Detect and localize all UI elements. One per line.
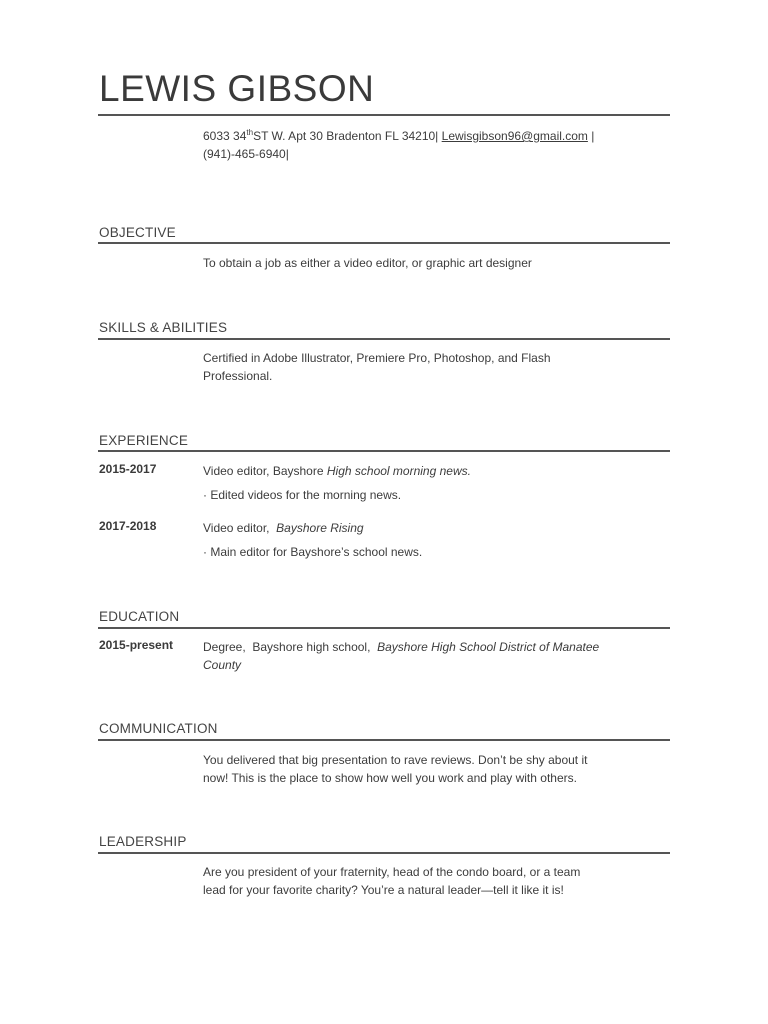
education-district-county: County <box>203 658 242 672</box>
job-1-title <box>203 462 633 480</box>
education-dates: 2015-present <box>99 638 174 652</box>
communication-heading: COMMUNICATION <box>99 721 218 736</box>
job-1-bullet: · Edited videos for the morning news. <box>203 488 402 502</box>
address-rest: ST W. Apt 30 Bradenton FL 34210| <box>253 129 439 143</box>
skills-text <box>203 349 633 385</box>
job-2-title <box>203 519 633 537</box>
education-heading: EDUCATION <box>99 609 180 624</box>
communication-line-2: now! This is the place to show how well you work and play with others. <box>203 771 577 785</box>
communication-text <box>203 751 633 787</box>
phone-number: (941)-465-6940| <box>203 147 289 161</box>
leadership-line-1: Are you president of your fraternity, head of the condo board, or a team <box>203 865 581 879</box>
contact-info <box>203 124 643 163</box>
skills-line-1: Certified in Adobe Illustrator, Premiere Pro, Photoshop, and Flash <box>203 351 551 365</box>
experience-heading: EXPERIENCE <box>99 433 189 448</box>
header-divider <box>98 114 670 116</box>
email-link[interactable]: Lewisgibson96@gmail.com <box>441 129 588 143</box>
leadership-divider <box>98 852 670 854</box>
skills-divider <box>98 338 670 340</box>
job-2-role: Video editor, <box>203 521 277 535</box>
education-district: Bayshore High School District of Manatee <box>377 640 600 654</box>
job-1-dates: 2015-2017 <box>99 462 157 476</box>
objective-text: To obtain a job as either a video editor, or graphic art designer <box>203 256 532 270</box>
address-superscript: th <box>246 128 254 137</box>
job-1-org: High school morning news. <box>326 464 471 478</box>
leadership-line-2: lead for your favorite charity? You’re a natural leader—tell it like it is! <box>203 883 564 897</box>
communication-divider <box>98 739 670 741</box>
address-part: 6033 34 <box>203 129 247 143</box>
resume-name: LEWIS GIBSON <box>99 68 375 109</box>
leadership-text <box>203 863 633 899</box>
skills-line-2: Professional. <box>203 369 273 383</box>
education-text <box>203 638 633 674</box>
job-2-org: Bayshore Rising <box>276 521 364 535</box>
communication-line-1: You delivered that big presentation to rave reviews. Don’t be shy about it <box>203 753 588 767</box>
job-2-bullet: · Main editor for Bayshore’s school news. <box>203 545 423 559</box>
skills-heading: SKILLS & ABILITIES <box>99 320 228 335</box>
objective-divider <box>98 242 670 244</box>
education-divider <box>98 627 670 629</box>
contact-separator: | <box>587 129 595 143</box>
education-degree: Degree, Bayshore high school, <box>203 640 378 654</box>
leadership-heading: LEADERSHIP <box>99 834 187 849</box>
job-1-role: Video editor, Bayshore <box>203 464 327 478</box>
experience-divider <box>98 450 670 452</box>
job-2-dates: 2017-2018 <box>99 519 157 533</box>
objective-heading: OBJECTIVE <box>99 225 176 240</box>
